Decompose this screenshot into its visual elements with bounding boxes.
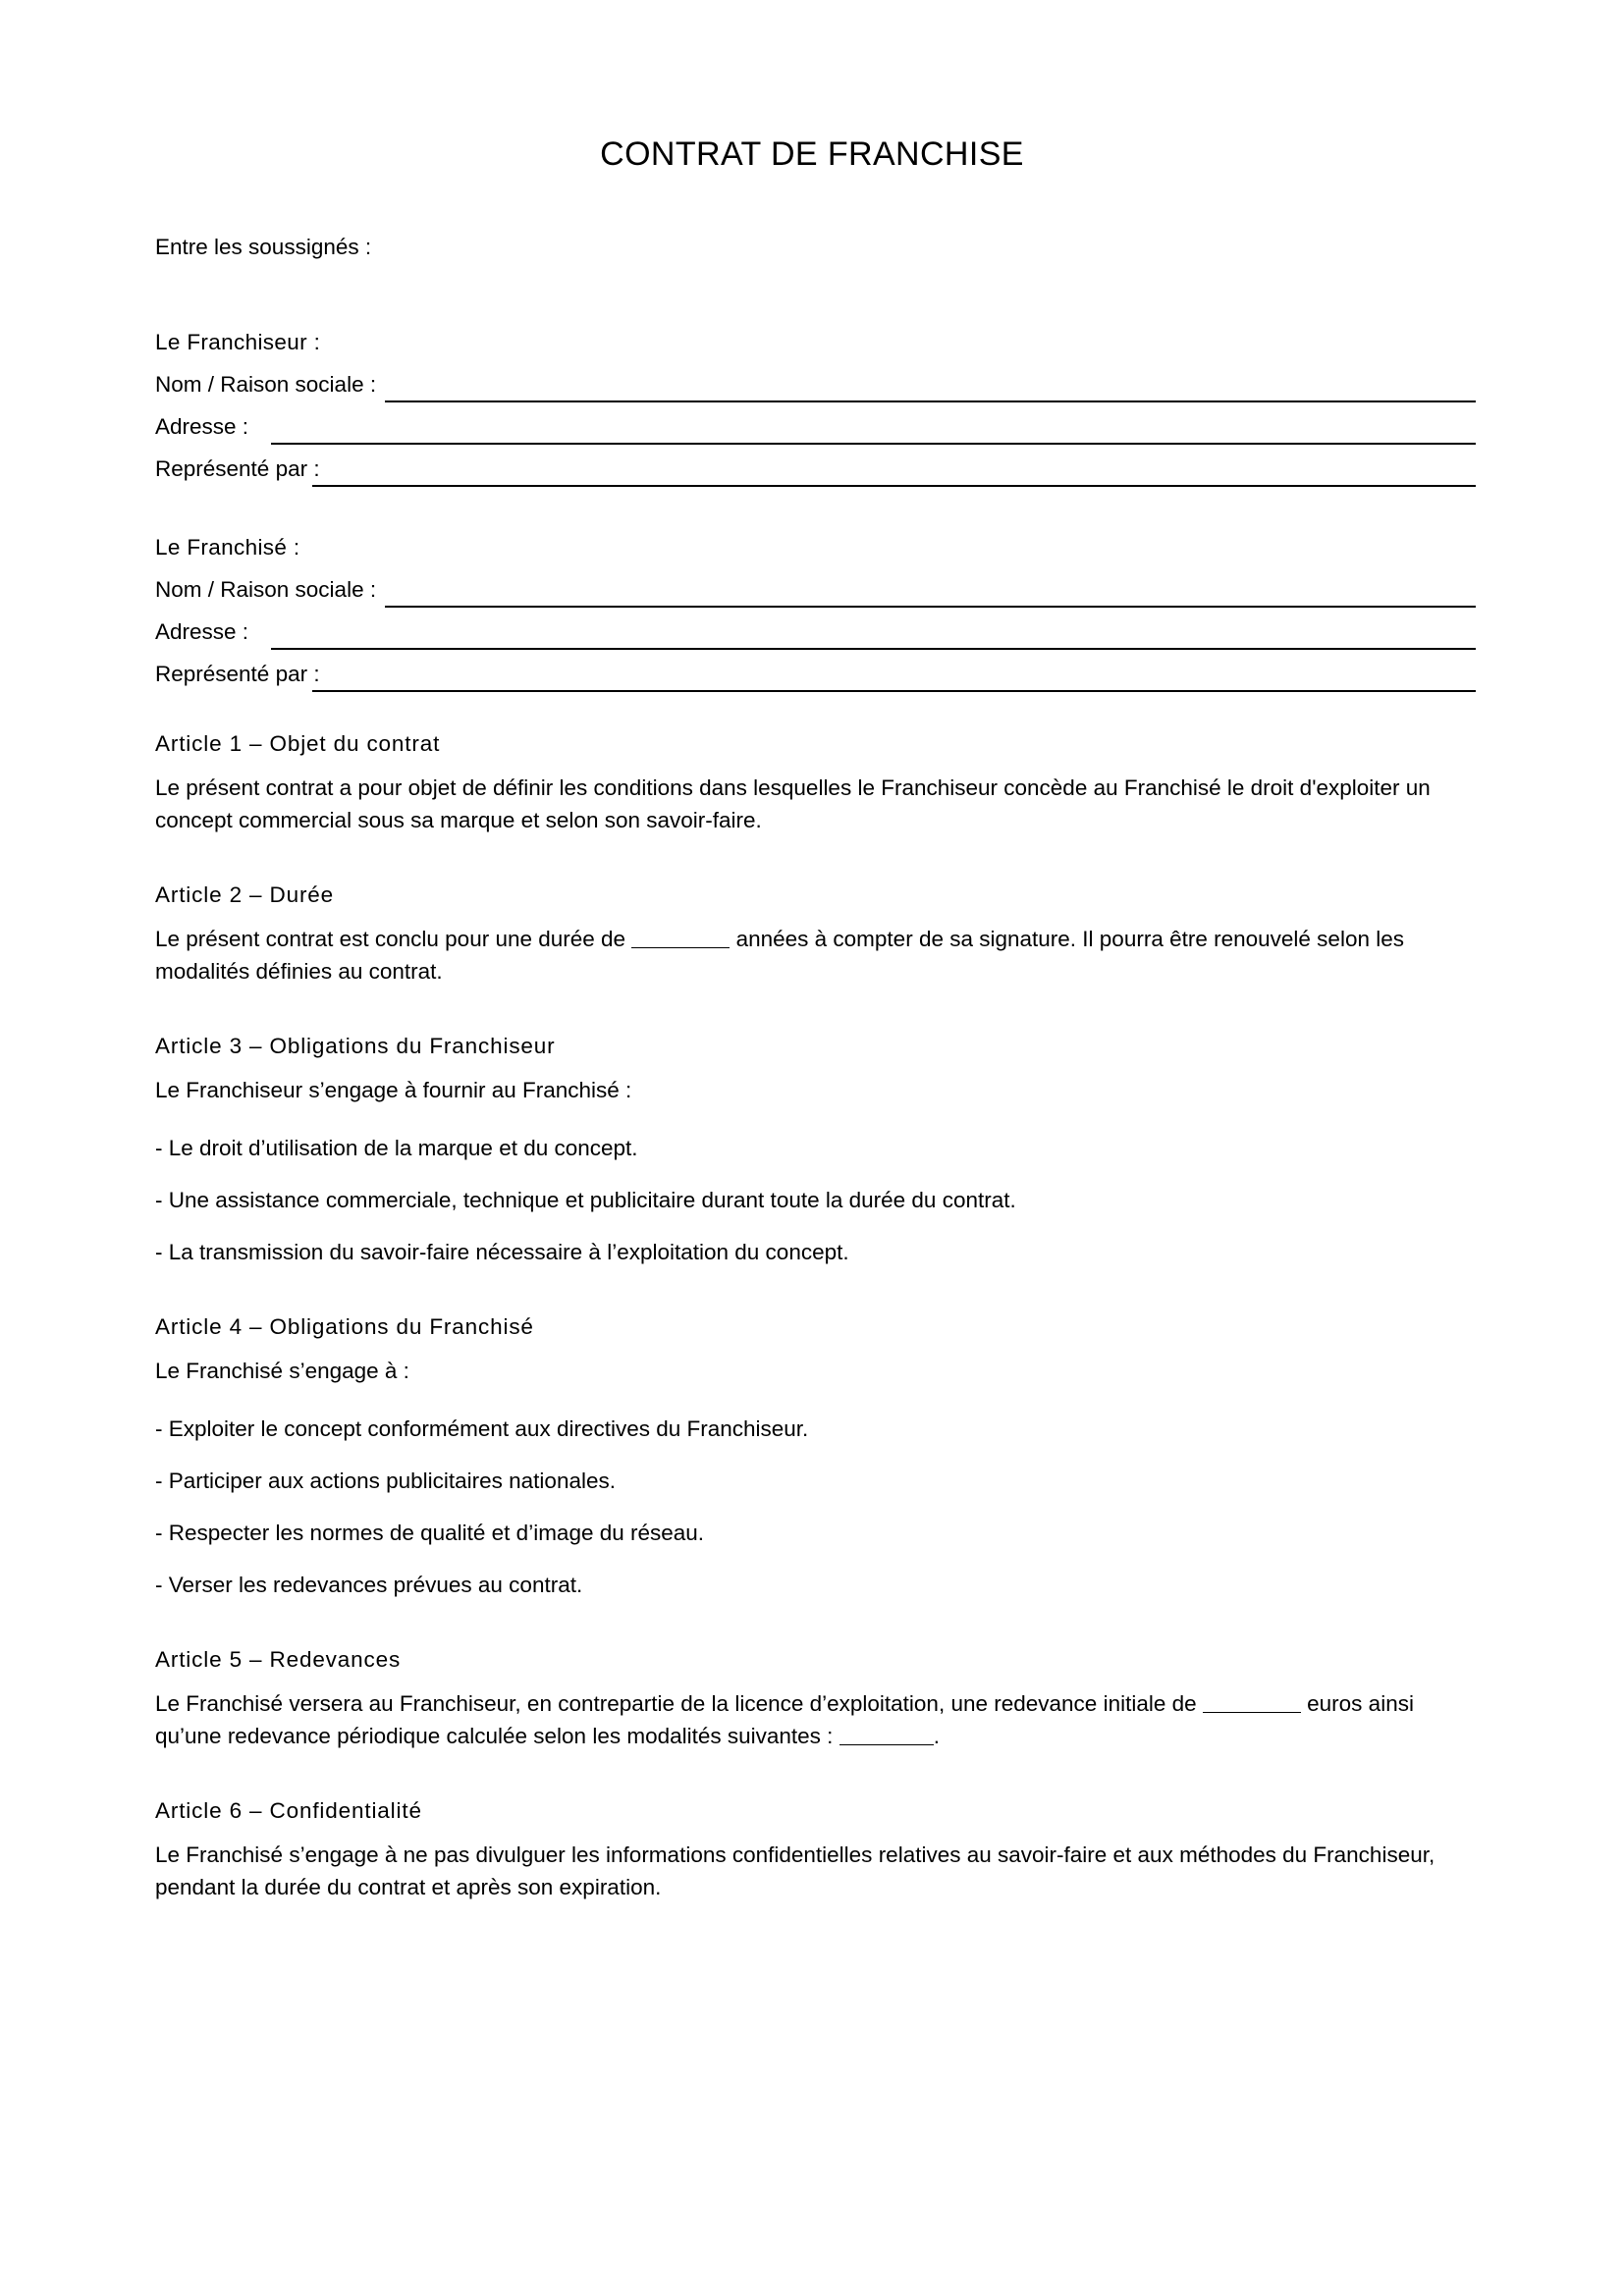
article-5-body-part2: euros ainsi qu’une redevance périodique calculée selon les modalités suivantes : xyxy=(155,1691,1414,1748)
article-4-item: - Participer aux actions publicitaires nationales. xyxy=(155,1468,616,1493)
article-3 xyxy=(155,1031,1476,1268)
article-5-heading: Article 5 – Redevances xyxy=(155,1647,402,1672)
article-6-body: Le Franchisé s’engage à ne pas divulguer les informations confidentielles relatives au savoir-faire et aux méthodes du Franchiseur, pendant la durée du contrat et après son expiration. xyxy=(155,1842,1435,1899)
article-1 xyxy=(155,728,1476,836)
article-4-item: - Exploiter le concept conformément aux directives du Franchiseur. xyxy=(155,1416,809,1441)
field-label-adresse: Adresse : xyxy=(155,619,249,644)
party-heading-franchiseur: Le Franchiseur : xyxy=(155,330,321,354)
intro-line: Entre les soussignés : xyxy=(155,235,372,259)
field-rule-nom-franchiseur[interactable] xyxy=(385,400,1476,402)
article-2-body-part1: Le présent contrat est conclu pour une durée de xyxy=(155,927,632,951)
party-block-franchise xyxy=(155,531,1476,689)
article-4 xyxy=(155,1311,1476,1601)
article-3-lead-in: Le Franchiseur s’engage à fournir au Franchisé : xyxy=(155,1078,632,1102)
article-5-body-part1: Le Franchisé versera au Franchiseur, en contrepartie de la licence d’exploitation, une redevance initiale de xyxy=(155,1691,1203,1716)
field-row-represente-franchiseur xyxy=(155,454,1476,484)
article-1-body: Le présent contrat a pour objet de définir les conditions dans lesquelles le Franchiseur concède au Franchisé le droit d'exploiter un concept commercial sous sa marque et selon son savoir-faire. xyxy=(155,775,1431,832)
page-title: CONTRAT DE FRANCHISE xyxy=(600,134,1024,173)
article-4-lead-in: Le Franchisé s’engage à : xyxy=(155,1359,409,1383)
article-spacer xyxy=(155,1752,1476,1795)
articles-gap xyxy=(155,701,1476,728)
party-block-franchiseur xyxy=(155,326,1476,484)
article-2-heading: Article 2 – Durée xyxy=(155,882,335,907)
party-gap xyxy=(155,496,1476,531)
field-rule-adresse-franchiseur[interactable] xyxy=(271,443,1476,445)
field-rule-represente-franchiseur[interactable] xyxy=(312,485,1476,487)
field-row-adresse-franchise xyxy=(155,616,1476,647)
article-2 xyxy=(155,880,1476,988)
article-spacer xyxy=(155,836,1476,880)
document-body xyxy=(155,232,1476,1903)
field-rule-adresse-franchise[interactable] xyxy=(271,648,1476,650)
field-row-adresse-franchiseur xyxy=(155,411,1476,442)
field-label-represente: Représenté par : xyxy=(155,662,320,686)
article-2-body xyxy=(155,923,1476,988)
article-3-item: - Le droit d’utilisation de la marque et du concept. xyxy=(155,1136,638,1160)
field-label-nom: Nom / Raison sociale : xyxy=(155,372,377,397)
article-5-body xyxy=(155,1687,1476,1752)
article-3-item: - La transmission du savoir-faire nécessaire à l’exploitation du concept. xyxy=(155,1240,849,1264)
field-row-represente-franchise xyxy=(155,659,1476,689)
article-3-item: - Une assistance commerciale, technique et publicitaire durant toute la durée du contrat. xyxy=(155,1188,1016,1212)
field-rule-represente-franchise[interactable] xyxy=(312,690,1476,692)
field-label-nom: Nom / Raison sociale : xyxy=(155,577,377,602)
article-6-heading: Article 6 – Confidentialité xyxy=(155,1798,422,1823)
article-spacer xyxy=(155,1268,1476,1311)
field-row-nom-franchiseur xyxy=(155,369,1476,400)
article-4-heading: Article 4 – Obligations du Franchisé xyxy=(155,1314,534,1339)
field-label-represente: Représenté par : xyxy=(155,456,320,481)
party-heading-franchise: Le Franchisé : xyxy=(155,535,300,560)
article-5-body-part3: . xyxy=(933,1724,940,1748)
article-4-item: - Respecter les normes de qualité et d’image du réseau. xyxy=(155,1521,705,1545)
field-label-adresse: Adresse : xyxy=(155,414,249,439)
article-4-item: - Verser les redevances prévues au contrat. xyxy=(155,1573,583,1597)
article-1-heading: Article 1 – Objet du contrat xyxy=(155,731,441,756)
article-2-body-part2: années à compter de sa signature. Il pourra être renouvelé selon les modalités définies au contrat. xyxy=(155,927,1404,984)
article-6 xyxy=(155,1795,1476,1903)
article-3-heading: Article 3 – Obligations du Franchiseur xyxy=(155,1034,556,1058)
field-row-nom-franchise xyxy=(155,574,1476,605)
blank-duree[interactable] xyxy=(631,947,730,948)
blank-redevance-initiale[interactable] xyxy=(1203,1712,1301,1713)
field-rule-nom-franchise[interactable] xyxy=(385,606,1476,608)
article-5 xyxy=(155,1644,1476,1752)
article-spacer xyxy=(155,988,1476,1031)
blank-modalites[interactable] xyxy=(839,1744,934,1745)
article-spacer xyxy=(155,1601,1476,1644)
